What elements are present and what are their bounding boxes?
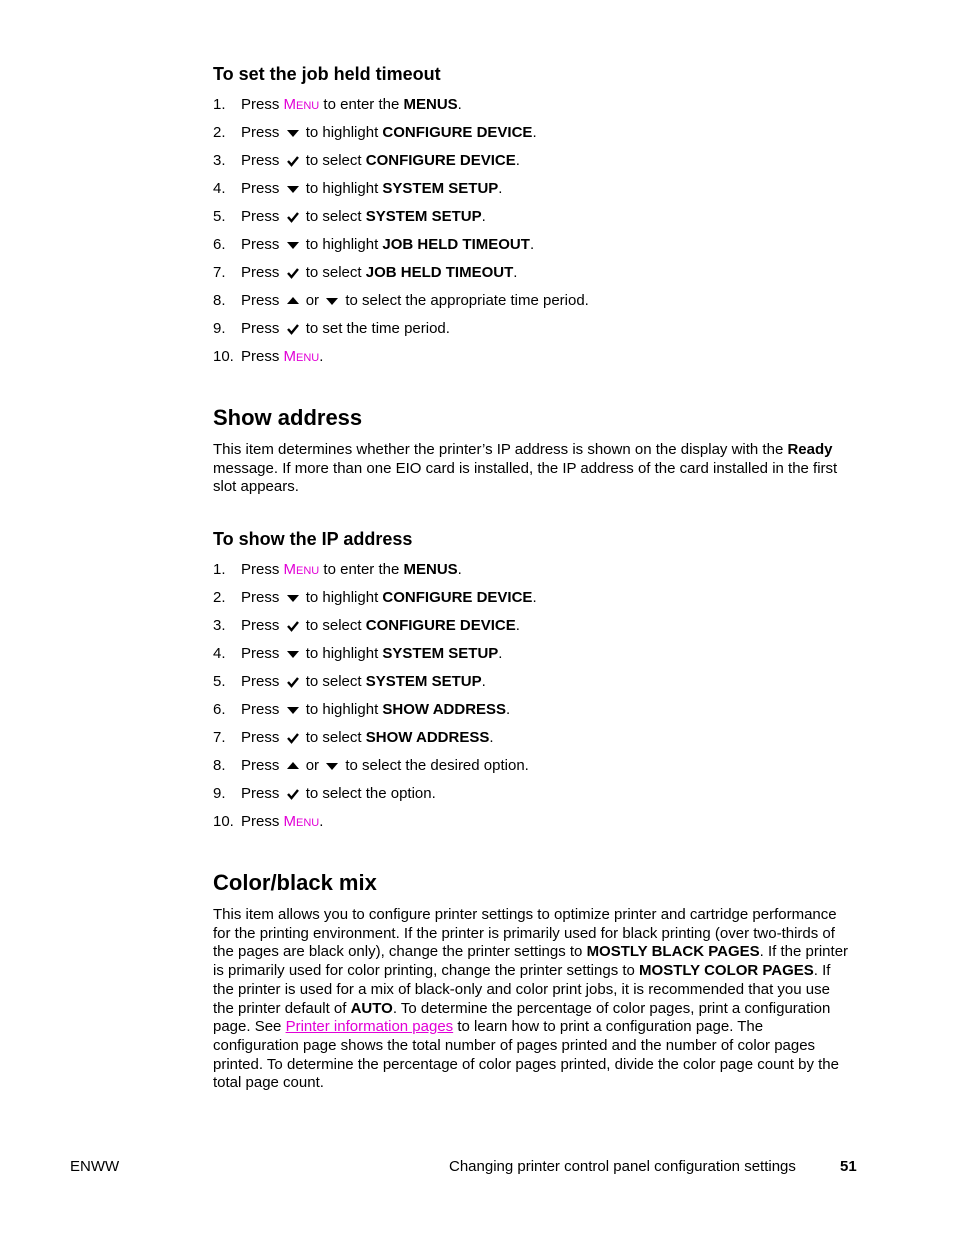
step-item <box>213 207 853 235</box>
step-press: Press <box>241 320 280 337</box>
step-target: SHOW ADDRESS <box>382 701 507 718</box>
step-number: 4. <box>213 645 226 662</box>
step-text <box>241 728 494 748</box>
step-number: 7. <box>213 729 226 746</box>
step-end: . <box>481 673 486 690</box>
step-text <box>241 291 589 311</box>
step-target: CONFIGURE DEVICE <box>382 589 533 606</box>
step-item <box>213 347 853 375</box>
step-press: Press <box>241 180 280 197</box>
step-press: Press <box>241 757 280 774</box>
step-target: MENUS <box>403 96 458 113</box>
step-press: Press <box>241 729 280 746</box>
step-text <box>241 95 462 115</box>
checkmark-icon <box>286 211 300 223</box>
step-item <box>213 95 853 123</box>
step-number: 8. <box>213 757 226 774</box>
step-end: . <box>498 180 503 197</box>
section-heading-show-ip: To show the IP address <box>213 529 413 549</box>
step-or: or <box>305 292 320 309</box>
step-number: 3. <box>213 617 226 634</box>
checkmark-icon <box>286 788 300 800</box>
step-end: . <box>532 124 537 141</box>
menu-button-label: Menu <box>283 348 320 365</box>
color-black-text-3: . If the printer is used for a mix of black-only and color print jobs, it is recommended that you use the printer default of <box>213 962 831 1017</box>
step-action: to enter the <box>323 96 400 113</box>
checkmark-icon <box>286 620 300 632</box>
step-number: 6. <box>213 701 226 718</box>
step-number: 4. <box>213 180 226 197</box>
down-arrow-icon <box>286 127 300 139</box>
step-item <box>213 672 853 700</box>
section-heading-job-held-timeout: To set the job held timeout <box>213 64 441 84</box>
step-press: Press <box>241 152 280 169</box>
step-target: SYSTEM SETUP <box>365 673 482 690</box>
show-address-bold: Ready <box>787 441 833 458</box>
step-item <box>213 179 853 207</box>
step-item <box>213 784 853 812</box>
show-address-paragraph <box>213 441 853 497</box>
step-action: to select <box>305 152 362 169</box>
step-text <box>241 263 517 283</box>
step-end: . <box>532 589 537 606</box>
up-arrow-icon <box>286 760 300 772</box>
step-action: to select <box>305 617 362 634</box>
step-press: Press <box>241 617 280 634</box>
step-text <box>241 347 323 367</box>
step-text <box>241 756 529 776</box>
step-end: . <box>529 236 535 253</box>
step-item <box>213 235 853 263</box>
step-number: 7. <box>213 264 226 281</box>
step-press: Press <box>241 813 280 830</box>
step-target: CONFIGURE DEVICE <box>382 124 533 141</box>
step-item <box>213 756 853 784</box>
step-press: Press <box>241 348 280 365</box>
step-number: 9. <box>213 320 226 337</box>
color-black-bold-1: MOSTLY BLACK PAGES <box>586 943 760 961</box>
step-target: SYSTEM SETUP <box>382 180 499 197</box>
step-item <box>213 644 853 672</box>
color-black-text-4: . To determine the percentage of color pages, print a configuration page. See <box>213 999 831 1036</box>
step-action: to highlight <box>305 236 379 253</box>
step-action: to highlight <box>305 124 379 141</box>
step-text <box>241 123 537 143</box>
step-action: to select <box>305 729 362 746</box>
step-end: . <box>513 264 518 281</box>
step-text <box>241 616 520 636</box>
step-text <box>241 672 486 692</box>
step-number: 8. <box>213 292 226 309</box>
section-heading-color-black-mix: Color/black mix <box>213 870 377 895</box>
down-arrow-icon <box>286 704 300 716</box>
step-item <box>213 319 853 347</box>
step-item <box>213 263 853 291</box>
step-press: Press <box>241 208 280 225</box>
step-press: Press <box>241 292 280 309</box>
checkmark-icon <box>286 676 300 688</box>
step-end: . <box>515 617 520 634</box>
step-text <box>241 644 502 664</box>
step-text <box>241 812 323 832</box>
down-arrow-icon <box>325 295 339 307</box>
step-target: JOB HELD TIMEOUT <box>382 236 530 253</box>
color-black-bold-2: MOSTLY COLOR PAGES <box>639 962 814 980</box>
footer-left: ENWW <box>70 1158 120 1175</box>
step-action: to select the appropriate time period. <box>345 292 589 309</box>
steps-show-ip <box>213 560 853 840</box>
step-text <box>241 179 502 199</box>
down-arrow-icon <box>286 592 300 604</box>
color-black-text-1: This item allows you to configure printer settings to optimize printer and cartridge performance for the printing environment. If the printer is primarily used for black printing (over two-thirds of the pages are black only), change the printer settings to <box>213 906 837 961</box>
footer-title: Changing printer control panel configuration settings <box>449 1158 796 1175</box>
step-or: or <box>305 757 320 774</box>
step-item <box>213 616 853 644</box>
step-end: . <box>498 645 503 662</box>
step-number: 5. <box>213 208 226 225</box>
steps-job-held-timeout <box>213 95 853 375</box>
step-number: 1. <box>213 96 226 113</box>
step-item <box>213 123 853 151</box>
down-arrow-icon <box>286 239 300 251</box>
down-arrow-icon <box>286 183 300 195</box>
step-target: CONFIGURE DEVICE <box>365 152 516 169</box>
step-action: to highlight <box>305 180 379 197</box>
down-arrow-icon <box>325 760 339 772</box>
step-number: 6. <box>213 236 226 253</box>
step-number: 9. <box>213 785 226 802</box>
step-item <box>213 588 853 616</box>
step-target: SHOW ADDRESS <box>365 729 490 746</box>
step-action: to select the option. <box>305 785 436 802</box>
checkmark-icon <box>286 155 300 167</box>
step-action: to enter the <box>323 561 400 578</box>
down-arrow-icon <box>286 648 300 660</box>
step-end: . <box>506 701 511 718</box>
checkmark-icon <box>286 267 300 279</box>
step-press: Press <box>241 785 280 802</box>
up-arrow-icon <box>286 295 300 307</box>
step-number: 1. <box>213 561 226 578</box>
step-item <box>213 151 853 179</box>
step-number: 3. <box>213 152 226 169</box>
step-end: . <box>457 561 462 578</box>
step-text <box>241 700 510 720</box>
step-item <box>213 291 853 319</box>
step-press: Press <box>241 673 280 690</box>
step-press: Press <box>241 236 280 253</box>
menu-button-label: Menu <box>283 96 320 113</box>
step-action: to highlight <box>305 589 379 606</box>
color-black-text-5: to learn how to print a configuration page. The configuration page shows the total number of pages printed and the number of color pages printed. To determine the percentage of color pages printed, divide the color page count by the total page count. <box>213 1018 839 1092</box>
step-item <box>213 700 853 728</box>
menu-button-label: Menu <box>283 813 320 830</box>
step-item <box>213 812 853 840</box>
step-number: 2. <box>213 124 226 141</box>
step-target: JOB HELD TIMEOUT <box>365 264 514 281</box>
step-text <box>241 235 534 255</box>
step-press: Press <box>241 124 280 141</box>
step-text <box>241 319 450 339</box>
step-text <box>241 784 436 804</box>
checkmark-icon <box>286 732 300 744</box>
show-address-text-a: This item determines whether the printer’s IP address is shown on the display with the <box>213 441 784 458</box>
step-action: to select <box>305 264 362 281</box>
step-end: . <box>481 208 486 225</box>
checkmark-icon <box>286 323 300 335</box>
step-number: 10. <box>213 813 234 830</box>
step-action: to highlight <box>305 701 379 718</box>
show-address-text-b: message. If more than one EIO card is installed, the IP address of the card installed in the first slot appears. <box>213 459 838 496</box>
step-action: to select the desired option. <box>345 757 529 774</box>
step-text <box>241 560 462 580</box>
step-press: Press <box>241 96 280 113</box>
step-press: Press <box>241 589 280 606</box>
menu-button-label: Menu <box>283 561 320 578</box>
step-press: Press <box>241 561 280 578</box>
step-target: SYSTEM SETUP <box>382 645 499 662</box>
step-end: . <box>319 348 324 365</box>
color-black-text-2: . If the printer is primarily used for color printing, change the printer settings to <box>213 943 849 980</box>
step-end: . <box>489 729 494 746</box>
color-black-bold-3: AUTO <box>350 999 393 1017</box>
printer-information-pages-link[interactable]: Printer information pages <box>285 1018 454 1036</box>
step-action: to select <box>305 673 362 690</box>
step-end: . <box>457 96 462 113</box>
step-target: SYSTEM SETUP <box>365 208 482 225</box>
step-target: CONFIGURE DEVICE <box>365 617 516 634</box>
step-number: 10. <box>213 348 234 365</box>
step-text <box>241 207 486 227</box>
step-action: to set the time period. <box>305 320 450 337</box>
step-item <box>213 728 853 756</box>
step-action: to select <box>305 208 362 225</box>
color-black-paragraph <box>213 906 853 1093</box>
page-number: 51 <box>840 1158 857 1175</box>
step-press: Press <box>241 701 280 718</box>
step-text <box>241 151 520 171</box>
step-action: to highlight <box>305 645 379 662</box>
step-press: Press <box>241 264 280 281</box>
step-target: MENUS <box>403 561 458 578</box>
step-number: 2. <box>213 589 226 606</box>
step-end: . <box>319 813 324 830</box>
section-heading-show-address: Show address <box>213 405 363 430</box>
step-end: . <box>515 152 520 169</box>
step-number: 5. <box>213 673 226 690</box>
step-press: Press <box>241 645 280 662</box>
step-item <box>213 560 853 588</box>
step-text <box>241 588 537 608</box>
